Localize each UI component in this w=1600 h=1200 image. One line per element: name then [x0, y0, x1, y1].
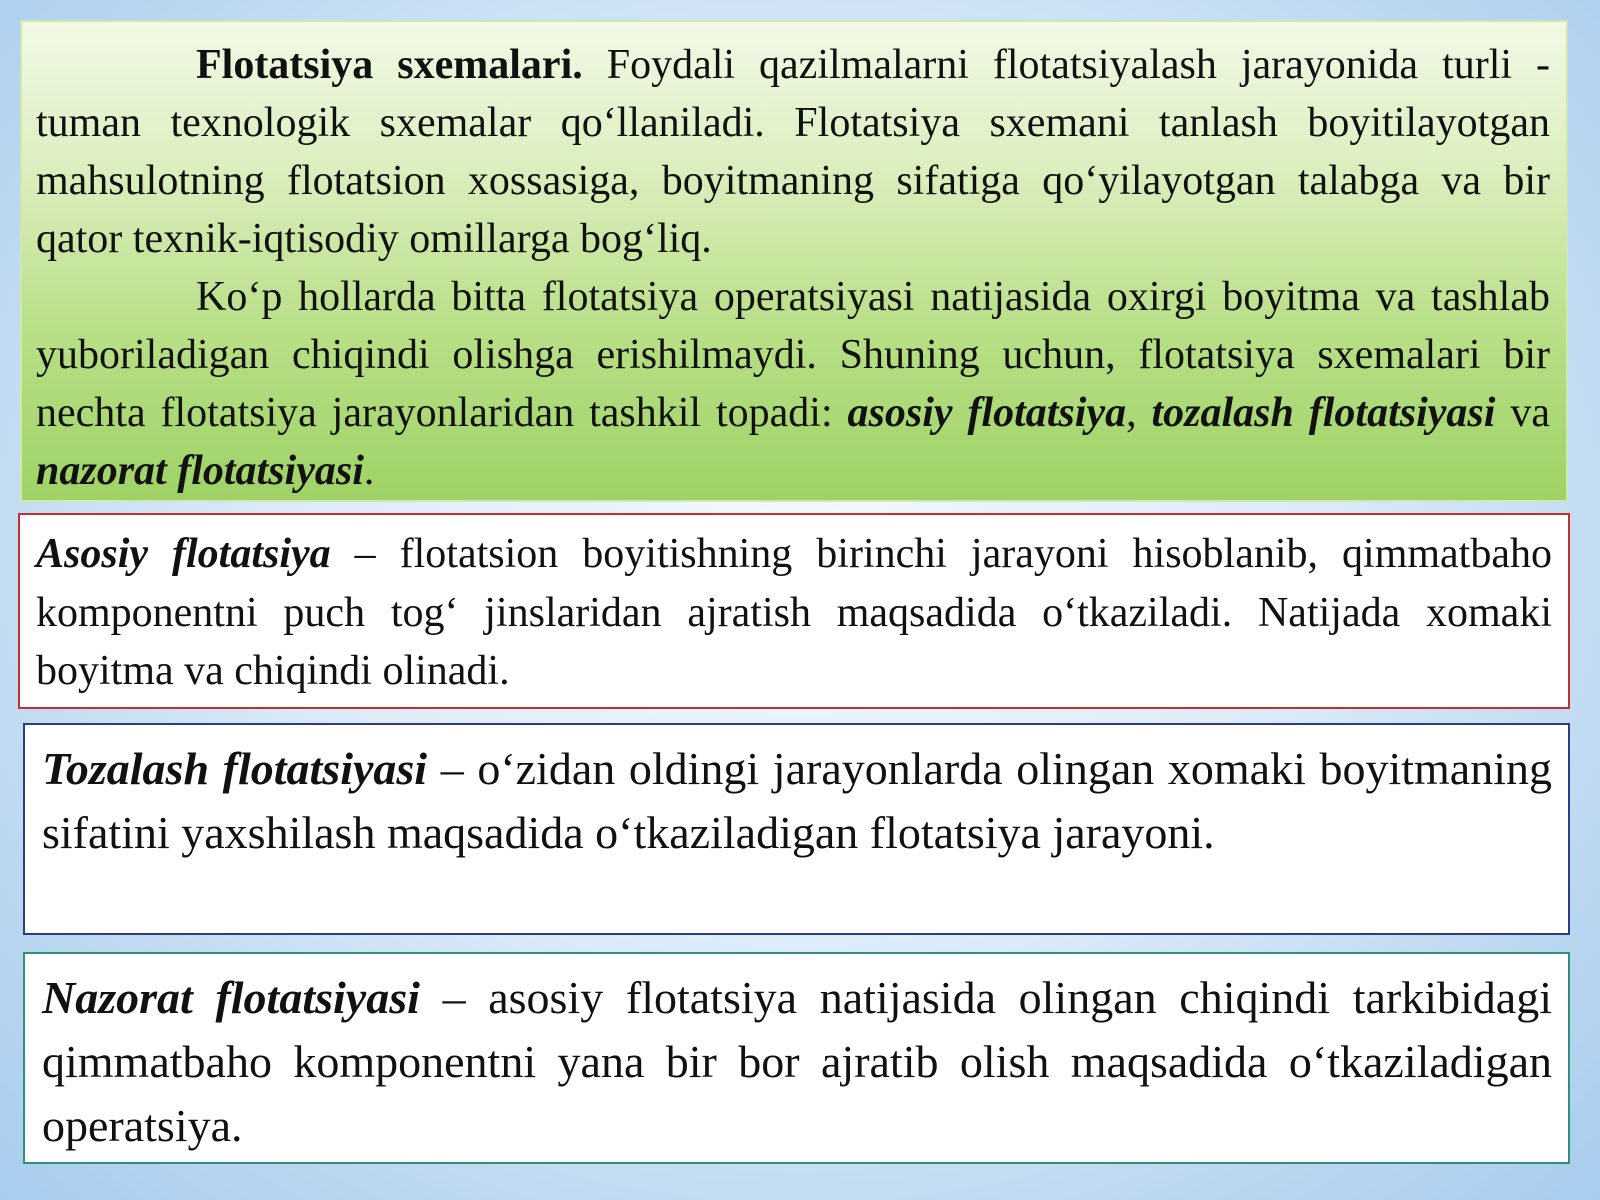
definition-nazorat-text: – asosiy flotatsiya natijasida olingan chiqindi tarkibidagi qimmatbaho komponentni yana bir bor ajratib olish maqsadida o‘tkaziladigan operatsiya.	[42, 972, 1552, 1151]
end-period: .	[363, 448, 375, 494]
definition-nazorat	[42, 966, 1552, 1158]
definition-tozalash-term: Tozalash flotatsiyasi	[42, 743, 428, 794]
intro-panel	[20, 20, 1568, 502]
definition-nazorat-panel	[23, 952, 1570, 1164]
separator-1: ,	[1126, 390, 1152, 436]
intro-text-1: Foydali qazilmalarni flotatsiyalash jarayonida turli - tuman texnologik sxemalar qo‘llaniladi. Flotatsiya sxemani tanlash boyitilayotgan mahsulotning flotatsion xossasiga, boyitmaning sifatiga qo‘yilayotgan talabga va bir qator texnik-iqtisodiy omillarga bog‘liq.	[36, 42, 1550, 262]
term-tozalash: tozalash flotatsiyasi	[1151, 390, 1496, 436]
definition-nazorat-term: Nazorat flotatsiyasi	[42, 972, 420, 1023]
definition-tozalash-text: – o‘zidan oldingi jarayonlarda olingan xomaki boyitmaning sifatini yaxshilash maqsadida o‘tkaziladigan flotatsiya jarayoni.	[42, 743, 1552, 858]
term-asosiy: asosiy flotatsiya	[847, 390, 1127, 436]
term-nazorat: nazorat flotatsiyasi	[36, 448, 364, 494]
definition-tozalash-panel	[23, 723, 1570, 935]
section-title: Flotatsiya sxemalari.	[196, 42, 583, 88]
definition-tozalash	[42, 737, 1552, 865]
definition-asosiy	[36, 525, 1552, 701]
intro-text-2: Ko‘p hollarda bitta flotatsiya operatsiyasi natijasida oxirgi boyitma va tashlab yuboriladigan chiqindi olishga erishilmaydi. Shuning uchun, flotatsiya sxemalari bir nechta flotatsiya jarayonlaridan tashkil topadi:	[36, 274, 1550, 436]
definition-asosiy-term: Asosiy flotatsiya	[36, 531, 331, 577]
definition-asosiy-panel	[18, 513, 1570, 709]
separator-2: va	[1495, 390, 1550, 436]
intro-paragraph-1	[36, 36, 1550, 268]
intro-paragraph-2	[36, 268, 1550, 500]
definition-asosiy-text: – flotatsion boyitishning birinchi jarayoni hisoblanib, qimmatbaho komponentni puch tog‘ jinslaridan ajratish maqsadida o‘tkaziladi. Natijada xomaki boyitma va chiqindi olinadi.	[36, 531, 1552, 694]
